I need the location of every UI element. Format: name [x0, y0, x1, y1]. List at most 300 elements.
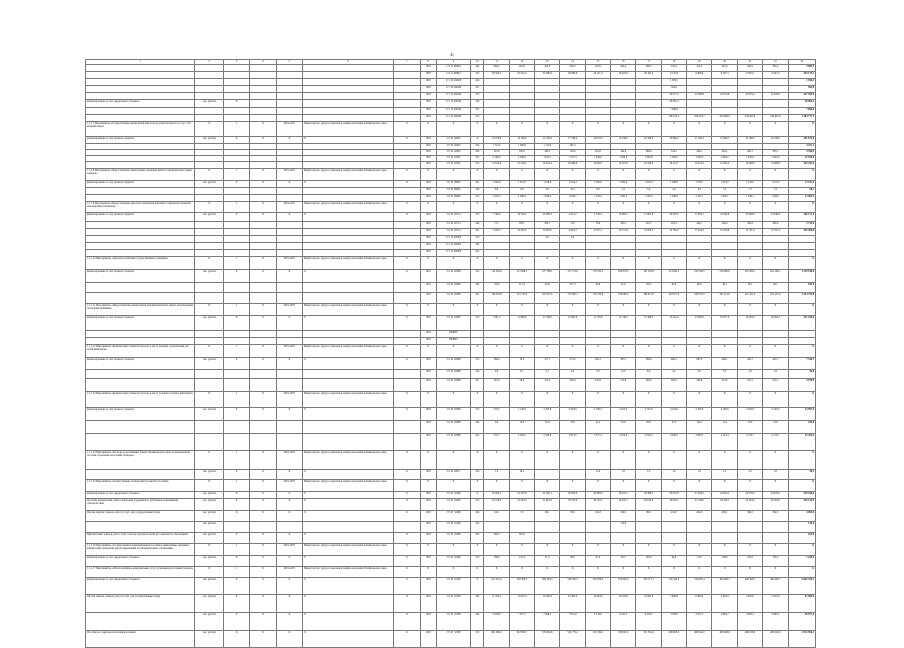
- table-cell: 1 039,1: [712, 194, 737, 201]
- table-cell: [661, 249, 686, 256]
- table-cell: 171 01 02091: [436, 149, 470, 155]
- table-row: [86, 543, 816, 555]
- table-cell: 10 032,6: [509, 228, 534, 235]
- table-cell: 2019-2025: [276, 479, 302, 491]
- table-cell: 313: [471, 194, 484, 201]
- row-label-cell: финансирование за счет федерального бюджета: [86, 555, 195, 566]
- table-cell: X: [763, 201, 788, 212]
- table-cell: X: [763, 121, 788, 136]
- column-number: 12: [509, 60, 534, 65]
- table-cell: X: [250, 469, 276, 479]
- table-row: [86, 555, 816, 566]
- table-cell: 334 043,7: [687, 114, 712, 121]
- table-cell: 171 01 52400: [436, 510, 470, 521]
- table-row: [86, 85, 816, 92]
- table-cell: X: [636, 450, 661, 469]
- table-cell: X: [302, 510, 393, 521]
- table-cell: 0,0: [560, 235, 585, 242]
- table-cell: [712, 99, 737, 107]
- table-cell: [250, 228, 276, 235]
- table-cell: [223, 292, 249, 303]
- table-cell: X: [585, 344, 610, 357]
- table-cell: 300,6: [737, 221, 762, 228]
- table-cell: X: [394, 315, 420, 330]
- table-cell: X: [471, 136, 484, 143]
- table-cell: [195, 107, 223, 114]
- table-cell: X: [661, 201, 686, 212]
- column-number: 20: [712, 60, 737, 65]
- table-row: [86, 521, 816, 532]
- table-cell: X: [611, 256, 636, 269]
- table-cell: X: [712, 201, 737, 212]
- row-label-cell: [86, 71, 195, 78]
- total-cell: X: [788, 450, 815, 469]
- table-cell: 321: [471, 228, 484, 235]
- table-cell: X: [250, 344, 276, 357]
- table-cell: X: [687, 256, 712, 269]
- table-cell: [223, 107, 249, 114]
- table-cell: 432,0: [661, 510, 686, 521]
- table-cell: X: [484, 543, 509, 555]
- table-cell: [276, 64, 302, 71]
- table-cell: тыс. рублей: [195, 510, 223, 521]
- table-cell: тыс. рублей: [195, 521, 223, 532]
- table-cell: 1 280,9: [661, 194, 686, 201]
- table-cell: 0,1: [509, 369, 534, 378]
- table-row: [86, 235, 816, 242]
- table-cell: 2019-2025: [276, 121, 302, 136]
- table-cell: X: [394, 566, 420, 577]
- column-number: 4: [250, 60, 276, 65]
- table-cell: [223, 242, 249, 249]
- table-cell: [302, 378, 393, 391]
- table-cell: 2019-2025: [276, 201, 302, 212]
- table-cell: 1 269,8: [509, 143, 534, 149]
- table-cell: 30 519,3: [585, 498, 610, 510]
- table-cell: X: [195, 201, 223, 212]
- table-cell: 29 910,4: [636, 498, 661, 510]
- table-cell: 1 254,2: [585, 194, 610, 201]
- table-row: [86, 187, 816, 194]
- table-cell: 266 913,5: [661, 114, 686, 121]
- total-cell: 13 543,3: [788, 180, 815, 187]
- table-cell: 312,7: [636, 221, 661, 228]
- table-cell: X: [611, 344, 636, 357]
- table-cell: X: [484, 566, 509, 577]
- table-cell: 8 358,2: [636, 612, 661, 630]
- table-cell: 244: [471, 242, 484, 249]
- table-cell: X: [737, 479, 762, 491]
- table-cell: 171 01 02687: [436, 315, 470, 330]
- table-cell: 9 443,3: [560, 228, 585, 235]
- table-cell: 1003: [420, 235, 436, 242]
- table-row: [86, 99, 816, 107]
- table-cell: [195, 194, 223, 201]
- table-cell: 1 013,0: [712, 180, 737, 187]
- table-cell: 1003: [420, 64, 436, 71]
- table-cell: 17 854,7: [687, 212, 712, 221]
- table-cell: X: [611, 450, 636, 469]
- table-cell: 2 995,2: [712, 612, 737, 630]
- table-cell: 2 955,8: [737, 594, 762, 612]
- table-cell: 1003: [420, 212, 436, 221]
- table-cell: X: [560, 344, 585, 357]
- table-cell: [250, 433, 276, 450]
- table-cell: [394, 378, 420, 391]
- table-cell: X: [250, 498, 276, 510]
- table-cell: 413,1: [763, 378, 788, 391]
- table-cell: [471, 330, 484, 337]
- table-cell: [394, 71, 420, 78]
- table-cell: X: [535, 303, 560, 315]
- table-cell: 11 799,6: [535, 315, 560, 330]
- row-label-cell: финансирование за счет краевого бюджета: [86, 315, 195, 330]
- table-cell: 138,0: [484, 555, 509, 566]
- table-cell: [636, 85, 661, 92]
- table-cell: 241 251,0: [712, 292, 737, 303]
- table-cell: [276, 71, 302, 78]
- table-cell: 321: [471, 180, 484, 187]
- table-cell: [394, 64, 420, 71]
- table-cell: 17 1 01 R4040: [436, 114, 470, 121]
- total-cell: X: [788, 121, 815, 136]
- table-cell: [195, 78, 223, 85]
- table-cell: 41,0: [611, 282, 636, 292]
- table-cell: X: [436, 121, 470, 136]
- table-cell: X: [560, 566, 585, 577]
- table-cell: 22 508,8: [687, 92, 712, 99]
- table-cell: 5,6: [636, 187, 661, 194]
- table-cell: X: [509, 566, 534, 577]
- table-cell: 171 01 52500: [436, 577, 470, 594]
- table-row: [86, 337, 816, 344]
- table-cell: 413,1: [737, 378, 762, 391]
- table-cell: 25 606,3: [484, 491, 509, 498]
- table-cell: X: [223, 510, 249, 521]
- table-cell: [737, 337, 762, 344]
- table-row: [86, 221, 816, 228]
- table-cell: 9 888,0: [687, 71, 712, 78]
- table-cell: [535, 85, 560, 92]
- table-cell: X: [436, 201, 470, 212]
- table-cell: 1003: [420, 187, 436, 194]
- table-cell: X: [509, 168, 534, 180]
- table-cell: X: [195, 450, 223, 469]
- table-cell: 23 049,8: [712, 212, 737, 221]
- table-cell: [763, 78, 788, 85]
- table-cell: 170 685,1: [560, 292, 585, 303]
- table-cell: X: [535, 543, 560, 555]
- table-cell: [535, 99, 560, 107]
- table-cell: 36,2: [509, 469, 534, 479]
- table-cell: 244: [471, 149, 484, 155]
- table-cell: 1003: [420, 315, 436, 330]
- table-cell: X: [250, 479, 276, 491]
- table-cell: X: [276, 555, 302, 566]
- table-cell: X: [585, 303, 610, 315]
- row-label-cell: Приобретение товаров, работ, услуг в пользу граждан в целях их социального обеспечения: [86, 532, 195, 543]
- table-cell: 1,0: [712, 469, 737, 479]
- table-cell: 30 850,0: [560, 491, 585, 498]
- table-cell: 1003: [420, 594, 436, 612]
- table-cell: 4 160,9: [687, 407, 712, 420]
- table-cell: [250, 64, 276, 71]
- table-cell: 281,6: [585, 149, 610, 155]
- total-cell: [788, 235, 815, 242]
- table-cell: X: [420, 566, 436, 577]
- table-cell: тыс. рублей: [195, 469, 223, 479]
- table-cell: 190,0: [712, 221, 737, 228]
- table-cell: [276, 369, 302, 378]
- table-cell: 612 253,2: [484, 577, 509, 594]
- table-cell: X: [712, 543, 737, 555]
- table-cell: X: [250, 491, 276, 498]
- table-cell: 1003: [420, 249, 436, 256]
- table-cell: 313: [471, 407, 484, 420]
- table-cell: 130,0: [611, 521, 636, 532]
- table-cell: [611, 114, 636, 121]
- row-label-cell: 1.1.1.12 Мероприятие «Компенсация стоимости проезда к месту лечения, оздоровления для детей-инвалидов»: [86, 344, 195, 357]
- table-cell: X: [560, 479, 585, 491]
- table-cell: X: [661, 256, 686, 269]
- table-cell: X: [394, 201, 420, 212]
- table-cell: X: [276, 407, 302, 420]
- row-label-cell: Пособия по социальной помощи населению: [86, 630, 195, 647]
- table-cell: X: [763, 303, 788, 315]
- table-cell: [276, 221, 302, 228]
- table-cell: 2019-2025: [276, 450, 302, 469]
- table-cell: 1003: [420, 149, 436, 155]
- table-cell: 104,3: [611, 510, 636, 521]
- table-cell: 2019-2025: [276, 391, 302, 407]
- table-cell: [687, 330, 712, 337]
- table-cell: X: [394, 303, 420, 315]
- table-cell: X: [195, 168, 223, 180]
- table-cell: X: [737, 121, 762, 136]
- table-cell: X: [661, 543, 686, 555]
- table-cell: [737, 330, 762, 337]
- table-cell: X: [394, 543, 420, 555]
- table-cell: 1003: [420, 555, 436, 566]
- row-label-cell: 1.1.1.15 Мероприятие «Осуществление полномочий по выплате пособий»: [86, 479, 195, 491]
- table-cell: 263,1: [763, 149, 788, 155]
- table-cell: X: [250, 391, 276, 407]
- table-cell: X: [636, 168, 661, 180]
- table-cell: 17 681,8: [636, 212, 661, 221]
- table-row: [86, 407, 816, 420]
- table-cell: 15 610,8: [712, 228, 737, 235]
- table-cell: 29 111,0: [585, 71, 610, 78]
- table-cell: [394, 282, 420, 292]
- table-cell: 14 668,8: [763, 161, 788, 168]
- table-cell: X: [763, 566, 788, 577]
- table-cell: 383,7: [611, 357, 636, 369]
- table-cell: 1 820,6: [611, 155, 636, 161]
- table-cell: X: [223, 630, 249, 647]
- table-cell: 532 779,2: [560, 630, 585, 647]
- table-cell: тыс. рублей: [195, 491, 223, 498]
- table-cell: 1003: [420, 330, 436, 337]
- table-row: [86, 369, 816, 378]
- table-cell: [276, 114, 302, 121]
- table-cell: 1,0: [661, 469, 686, 479]
- table-row: [86, 242, 816, 249]
- table-cell: [223, 161, 249, 168]
- table-cell: 14 594,2: [712, 161, 737, 168]
- table-cell: X: [763, 344, 788, 357]
- row-label-cell: 1.1.1.9 Мероприятие «Предоставление адресной социальной помощи и социальных гарантий малоимущим гражданам»: [86, 201, 195, 212]
- table-cell: 424,2: [611, 64, 636, 71]
- table-cell: 180 085,2: [611, 292, 636, 303]
- table-cell: Министерство труда и социальной защиты населения Забайкальского края: [302, 256, 393, 269]
- table-cell: тыс. рублей: [195, 269, 223, 282]
- table-cell: X: [276, 577, 302, 594]
- table-cell: [484, 92, 509, 99]
- total-cell: X: [788, 566, 815, 577]
- table-cell: 16 214,7: [661, 161, 686, 168]
- table-cell: X: [661, 566, 686, 577]
- table-cell: [611, 99, 636, 107]
- column-number: 13: [535, 60, 560, 65]
- table-cell: [302, 85, 393, 92]
- table-cell: 171 01 02091: [436, 136, 470, 143]
- table-cell: X: [420, 344, 436, 357]
- table-cell: 2 346,8: [535, 433, 560, 450]
- table-cell: X: [636, 201, 661, 212]
- table-cell: 4,4: [661, 187, 686, 194]
- table-cell: 565,0: [509, 532, 534, 543]
- table-cell: [509, 114, 534, 121]
- table-cell: 1003: [420, 161, 436, 168]
- table-cell: 486 942,0: [687, 630, 712, 647]
- table-cell: 9,0: [484, 369, 509, 378]
- table-cell: X: [737, 303, 762, 315]
- table-cell: 1003: [420, 521, 436, 532]
- table-cell: 171 01 52400: [436, 555, 470, 566]
- table-cell: X: [535, 121, 560, 136]
- table-cell: [661, 235, 686, 242]
- table-cell: X: [560, 201, 585, 212]
- table-cell: [302, 92, 393, 99]
- total-cell: 420 178,1: [788, 71, 815, 78]
- table-cell: X: [763, 450, 788, 469]
- table-cell: 35,9: [509, 357, 534, 369]
- table-cell: [195, 71, 223, 78]
- column-number: 14: [560, 60, 585, 65]
- table-cell: X: [661, 391, 686, 407]
- table-cell: 65,0: [636, 420, 661, 433]
- table-cell: [250, 292, 276, 303]
- table-cell: 463,1: [712, 510, 737, 521]
- table-cell: 1003: [420, 143, 436, 149]
- table-cell: 10 602,0: [636, 594, 661, 612]
- table-cell: X: [250, 303, 276, 315]
- table-cell: 157 131,8: [560, 269, 585, 282]
- table-cell: 1003: [420, 337, 436, 344]
- table-cell: [484, 521, 509, 532]
- table-cell: X: [394, 532, 420, 543]
- table-cell: 176 235,6: [585, 292, 610, 303]
- table-cell: X: [535, 256, 560, 269]
- table-cell: 1 626,6: [585, 155, 610, 161]
- table-cell: X: [509, 543, 534, 555]
- row-label-cell: 1.1.1.16 Мероприятие «Государственная единовременная пособия и ежемесячные денежные компенсации гражданам при возникновении поствакцинальных осложнений»: [86, 543, 195, 555]
- table-cell: X: [560, 391, 585, 407]
- table-cell: 5,2: [611, 187, 636, 194]
- table-cell: 322: [471, 469, 484, 479]
- table-cell: 51,5: [535, 555, 560, 566]
- table-cell: [302, 433, 393, 450]
- table-cell: 16 077,0: [661, 92, 686, 99]
- table-cell: X: [484, 391, 509, 407]
- table-cell: 7 420,5: [484, 228, 509, 235]
- table-cell: [661, 242, 686, 249]
- table-cell: 263,1: [712, 149, 737, 155]
- total-cell: 4 695,6: [788, 510, 815, 521]
- row-label-cell: 1.1.1.8 Мероприятие «Предоставление ежемесячных денежных выплат отдельным категориям граждан»: [86, 168, 195, 180]
- table-cell: 16 489,6: [560, 161, 585, 168]
- table-cell: 180,7: [509, 221, 534, 228]
- table-cell: X: [250, 315, 276, 330]
- table-cell: X: [250, 543, 276, 555]
- column-number: 8: [420, 60, 436, 65]
- table-cell: X: [471, 450, 484, 469]
- table-cell: 1003: [420, 378, 436, 391]
- table-cell: 93,3: [611, 555, 636, 566]
- table-cell: [394, 228, 420, 235]
- table-cell: тыс. рублей: [195, 612, 223, 630]
- table-cell: 179,0: [484, 282, 509, 292]
- table-cell: X: [687, 391, 712, 407]
- table-cell: [737, 235, 762, 242]
- table-cell: 334 843,0: [737, 114, 762, 121]
- table-cell: 313: [471, 357, 484, 369]
- table-cell: 95,0: [636, 282, 661, 292]
- column-number: 23: [788, 60, 815, 65]
- table-cell: [302, 242, 393, 249]
- table-cell: [195, 242, 223, 249]
- table-row: [86, 577, 816, 594]
- table-cell: 7 990,6: [661, 594, 686, 612]
- table-row: [86, 292, 816, 303]
- table-row: [86, 121, 816, 136]
- total-cell: 4 327,2: [788, 143, 815, 149]
- table-cell: [276, 85, 302, 92]
- table-cell: X: [560, 168, 585, 180]
- table-cell: [484, 242, 509, 249]
- table-cell: [250, 107, 276, 114]
- total-cell: 22 950,8: [788, 155, 815, 161]
- page-number: 41: [450, 52, 454, 57]
- table-cell: X: [276, 532, 302, 543]
- table-cell: 76,6: [687, 555, 712, 566]
- table-cell: [276, 420, 302, 433]
- table-cell: X: [250, 357, 276, 369]
- table-cell: 13,8: [763, 420, 788, 433]
- table-cell: [712, 521, 737, 532]
- table-cell: X: [250, 269, 276, 282]
- table-cell: 280,1: [687, 149, 712, 155]
- table-cell: X: [223, 594, 249, 612]
- table-cell: [223, 228, 249, 235]
- table-row: [86, 391, 816, 407]
- table-cell: X: [195, 479, 223, 491]
- total-cell: 28 883,3: [788, 99, 815, 107]
- table-cell: [250, 337, 276, 344]
- table-cell: X: [636, 344, 661, 357]
- table-cell: 313: [471, 212, 484, 221]
- table-cell: 9 135,9: [661, 71, 686, 78]
